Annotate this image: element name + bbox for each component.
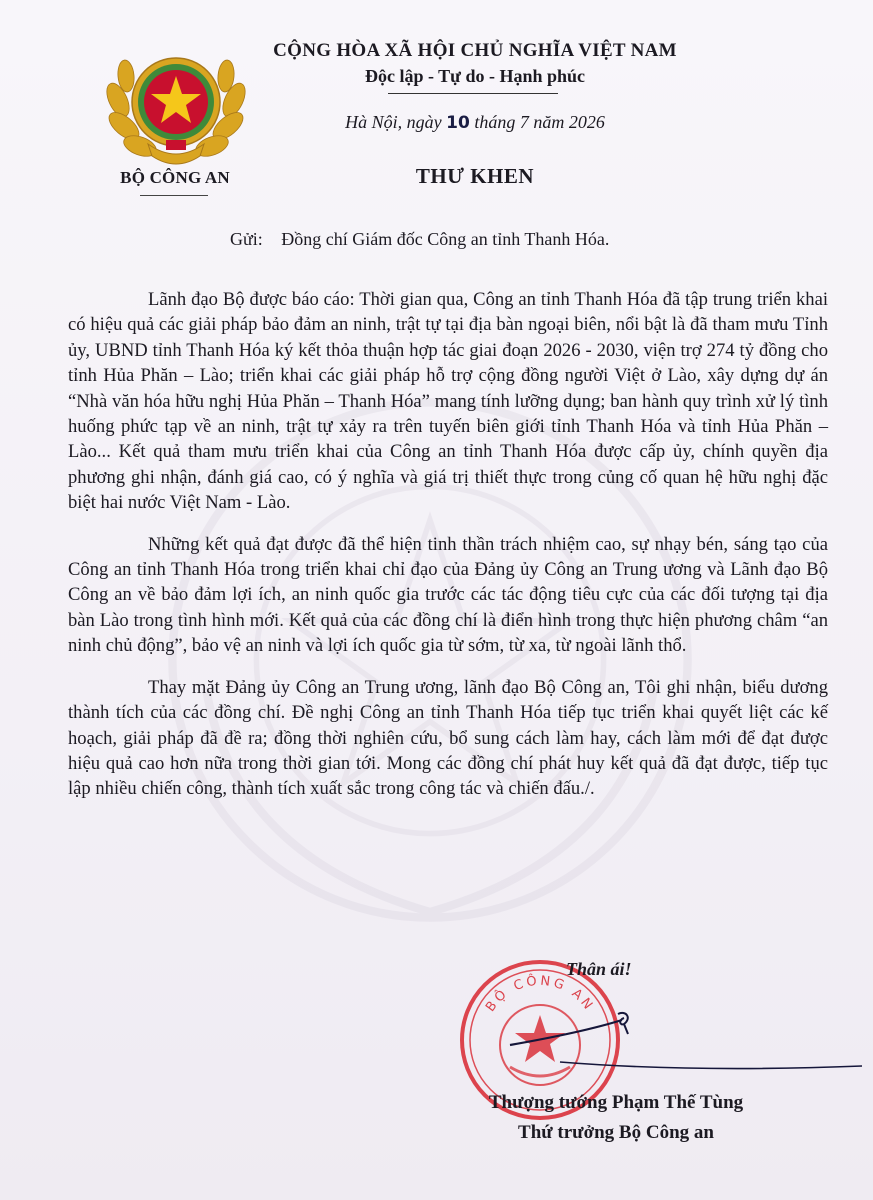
date-day: 10 — [446, 113, 470, 133]
letter-body — [68, 287, 828, 818]
signer-rank-name: Thượng tướng Phạm Thế Tùng — [488, 1092, 744, 1113]
police-emblem-icon — [96, 40, 256, 180]
recipient-label: Gửi: — [230, 229, 263, 249]
national-title: CỘNG HÒA XÃ HỘI CHỦ NGHĨA VIỆT NAM — [273, 40, 677, 61]
issue-date — [255, 112, 695, 133]
recipient-line — [230, 229, 609, 250]
body-paragraph-2: Những kết quả đạt được đã thể hiện tinh thần trách nhiệm cao, sự nhạy bén, sáng tạo của Công an tỉnh Thanh Hóa trong triển khai chỉ đạo của Đảng ủy Công an Trung ương và Lãnh đạo Bộ Công an về bảo đảm lợi ích, an ninh quốc gia trước các tác động tiêu cực của các đối tượng tại địa bàn Lào trong tình hình mới. Kết quả của các đồng chí là điển hình trong thực hiện phương châm “an ninh chủ động”, bảo vệ an ninh và lợi ích quốc gia từ sớm, từ xa, từ ngoài lãnh thổ. — [68, 533, 828, 657]
signer-position: Thứ trưởng Bộ Công an — [518, 1122, 714, 1143]
motto-underline — [388, 93, 558, 94]
date-prefix: Hà Nội, ngày — [345, 112, 442, 132]
body-paragraph-3: Thay mặt Đảng ủy Công an Trung ương, lãnh đạo Bộ Công an, Tôi ghi nhận, biểu dương thành tích của các đồng chí. Đề nghị Công an tỉnh Thanh Hóa tiếp tục triển khai quyết liệt các kế hoạch, giải pháp đã đề ra; đồng thời nghiên cứu, bổ sung cách làm hay, cách làm mới để đạt được hiệu quả cao hơn nữa trong thời gian tới. Mong các đồng chí phát huy kết quả đã đạt được, tiếp tục lập nhiều chiến công, thành tích xuất sắc trong công tác và chiến đấu./. — [68, 676, 828, 800]
svg-text:BỘ CÔNG AN: BỘ CÔNG AN — [483, 973, 597, 1015]
closing-greeting: Thân ái! — [566, 959, 632, 979]
organization-underline — [140, 195, 208, 196]
date-suffix: tháng 7 năm 2026 — [474, 112, 605, 132]
national-motto: Độc lập - Tự do - Hạnh phúc — [364, 66, 586, 86]
document-title: THƯ KHEN — [415, 164, 535, 188]
recipient-value: Đồng chí Giám đốc Công an tỉnh Thanh Hóa. — [281, 229, 610, 249]
body-paragraph-1: Lãnh đạo Bộ được báo cáo: Thời gian qua, Công an tỉnh Thanh Hóa đã tập trung triển khai có hiệu quả các giải pháp bảo đảm an ninh, trật tự tại địa bàn ngoại biên, nổi bật là đã tham mưu Tỉnh ủy, UBND tỉnh Thanh Hóa ký kết thỏa thuận hợp tác giai đoạn 2026 - 2030, viện trợ 274 tỷ đồng cho tỉnh Hủa Phăn – Lào; triển khai các giải pháp hỗ trợ cộng đồng người Việt ở Lào, xây dựng dự án “Nhà văn hóa hữu nghị Hủa Phăn – Thanh Hóa” mang tính lưỡng dụng; ban hành quy trình xử lý tình huống phức tạp về an ninh, trật tự xảy ra trên tuyến biên giới tỉnh Thanh Hóa và tỉnh Hủa Phăn – Lào... Kết quả tham mưu triển khai của Công an tỉnh Thanh Hóa được cấp ủy, chính quyền địa phương ghi nhận, đánh giá cao, có ý nghĩa và giá trị thiết thực trong củng cố quan hệ hữu nghị đặc biệt hai nước Việt Nam - Lào. — [68, 289, 828, 514]
organization-name: BỘ CÔNG AN — [120, 168, 230, 187]
signature-mark — [500, 1000, 870, 1080]
